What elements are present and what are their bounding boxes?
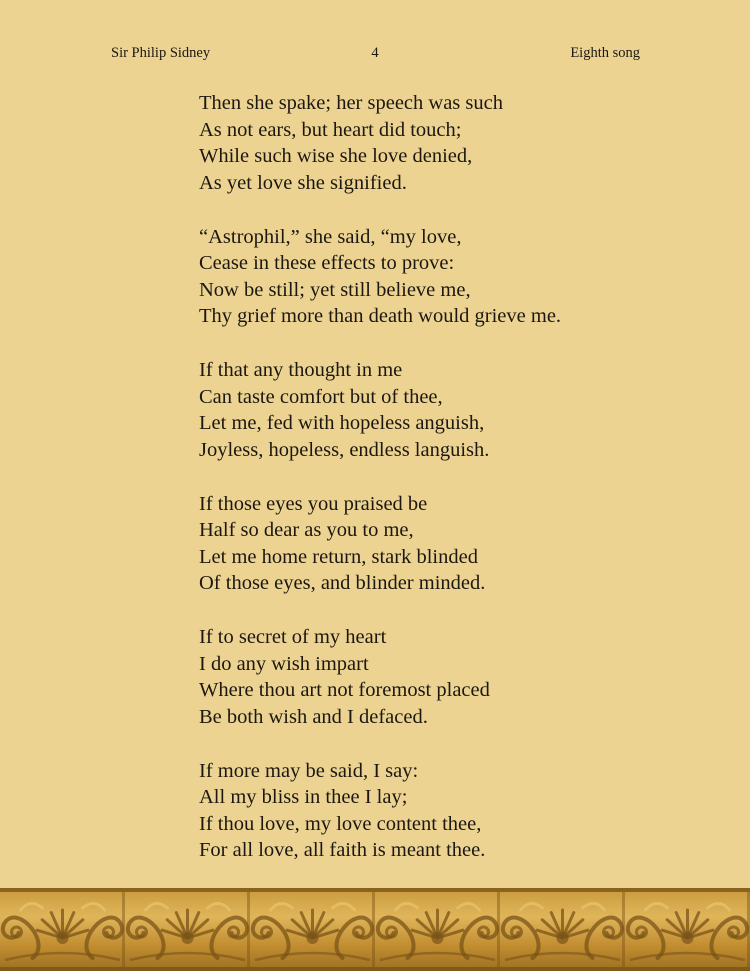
poem-line: If more may be said, I say: xyxy=(199,759,419,782)
poem-body xyxy=(199,90,659,891)
poem-line: “Astrophil,” she said, “my love, xyxy=(199,225,462,248)
poem-line: If to secret of my heart xyxy=(199,626,387,648)
page-number: 4 xyxy=(371,45,379,61)
running-head-title: Eighth song xyxy=(570,45,640,61)
poem-line: Can taste comfort but of thee, xyxy=(199,385,443,408)
poem-line: Be both wish and I defaced. xyxy=(199,705,428,728)
poem-line: While such wise she love denied, xyxy=(199,145,473,167)
poem-line: As not ears, but heart did touch; xyxy=(199,118,462,141)
poem-line: As yet love she signified. xyxy=(199,171,407,194)
poem-line: Now be still; yet still believe me, xyxy=(199,278,471,301)
poem-line: Let me home return, stark blinded xyxy=(199,545,478,568)
poem-line: Then she spake; her speech was such xyxy=(199,92,503,114)
poem-line: If that any thought in me xyxy=(199,359,403,381)
poem-line: Half so dear as you to me, xyxy=(199,519,414,541)
stanza-1 xyxy=(199,90,659,196)
poem-line: Of those eyes, and blinder minded. xyxy=(199,572,486,594)
poem-line: All my bliss in thee I lay; xyxy=(199,786,408,808)
running-head-author: Sir Philip Sidney xyxy=(111,45,211,61)
stanza-3 xyxy=(199,357,659,463)
poem-line: I do any wish impart xyxy=(199,652,369,675)
poem-line: Let me, fed with hopeless anguish, xyxy=(199,412,485,434)
poem-line: Thy grief more than death would grieve me. xyxy=(199,305,562,327)
ornamental-scroll-border-icon xyxy=(0,888,750,971)
poem-line: Cease in these effects to prove: xyxy=(199,252,455,274)
poem-line: For all love, all faith is meant thee. xyxy=(199,839,486,861)
poem-line: If thou love, my love content thee, xyxy=(199,812,482,835)
stanza-2 xyxy=(199,224,659,330)
running-head xyxy=(0,45,750,65)
stanza-5 xyxy=(199,624,659,730)
poem-line: Where thou art not foremost placed xyxy=(199,679,490,701)
stanza-4 xyxy=(199,491,659,597)
poem-line: If those eyes you praised be xyxy=(199,492,428,515)
stanza-6 xyxy=(199,758,659,864)
poem-line: Joyless, hopeless, endless languish. xyxy=(199,438,490,461)
